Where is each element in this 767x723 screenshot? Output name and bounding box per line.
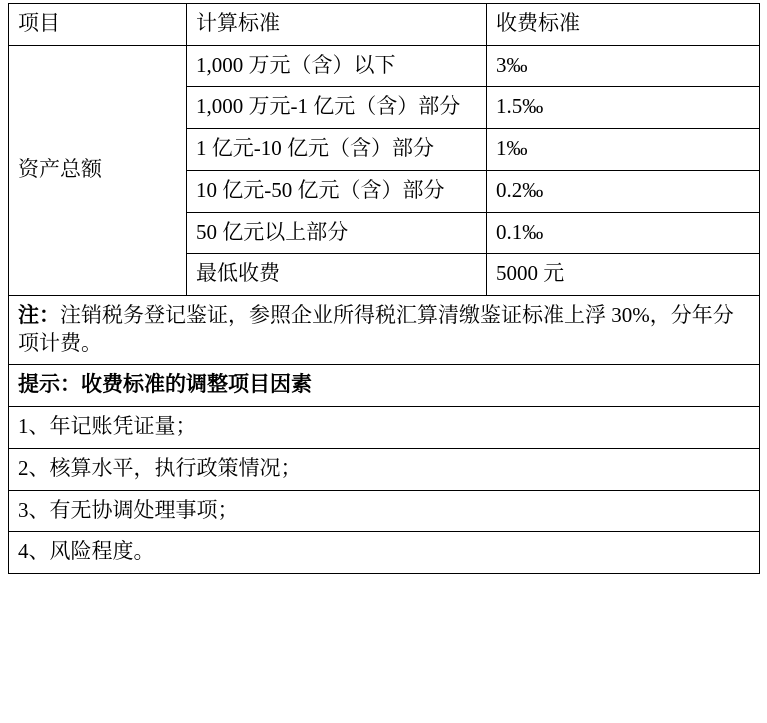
tip-item-row [9,407,760,449]
fee-cell: 3‰ [487,45,760,87]
tip-item: 2、核算水平，执行政策情况； [9,448,760,490]
group-label-total-assets: 资产总额 [9,45,187,295]
table-row [9,45,760,87]
header-fee: 收费标准 [487,4,760,46]
fee-cell: 0.1‰ [487,212,760,254]
tip-item-row [9,532,760,574]
note-label: 注： [18,303,60,328]
fee-cell: 0.2‰ [487,170,760,212]
tip-title: 提示：收费标准的调整项目因素 [9,365,760,407]
note-cell [9,296,760,365]
standard-cell: 1,000 万元-1 亿元（含）部分 [187,87,487,129]
tip-title-row [9,365,760,407]
fee-standard-table [8,3,760,574]
note-text: 注销税务登记鉴证，参照企业所得税汇算清缴鉴证标准上浮 30%，分年分项计费。 [18,303,734,355]
tip-item: 4、风险程度。 [9,532,760,574]
standard-cell: 1,000 万元（含）以下 [187,45,487,87]
tip-item-row [9,490,760,532]
note-row [9,296,760,365]
tip-item-row [9,448,760,490]
header-item: 项目 [9,4,187,46]
fee-cell: 1.5‰ [487,87,760,129]
standard-cell: 1 亿元-10 亿元（含）部分 [187,129,487,171]
standard-cell: 50 亿元以上部分 [187,212,487,254]
header-standard: 计算标准 [187,4,487,46]
standard-cell: 10 亿元-50 亿元（含）部分 [187,170,487,212]
standard-cell: 最低收费 [187,254,487,296]
tip-item: 3、有无协调处理事项； [9,490,760,532]
fee-cell: 1‰ [487,129,760,171]
fee-cell: 5000 元 [487,254,760,296]
tip-item: 1、年记账凭证量； [9,407,760,449]
table-header-row [9,4,760,46]
